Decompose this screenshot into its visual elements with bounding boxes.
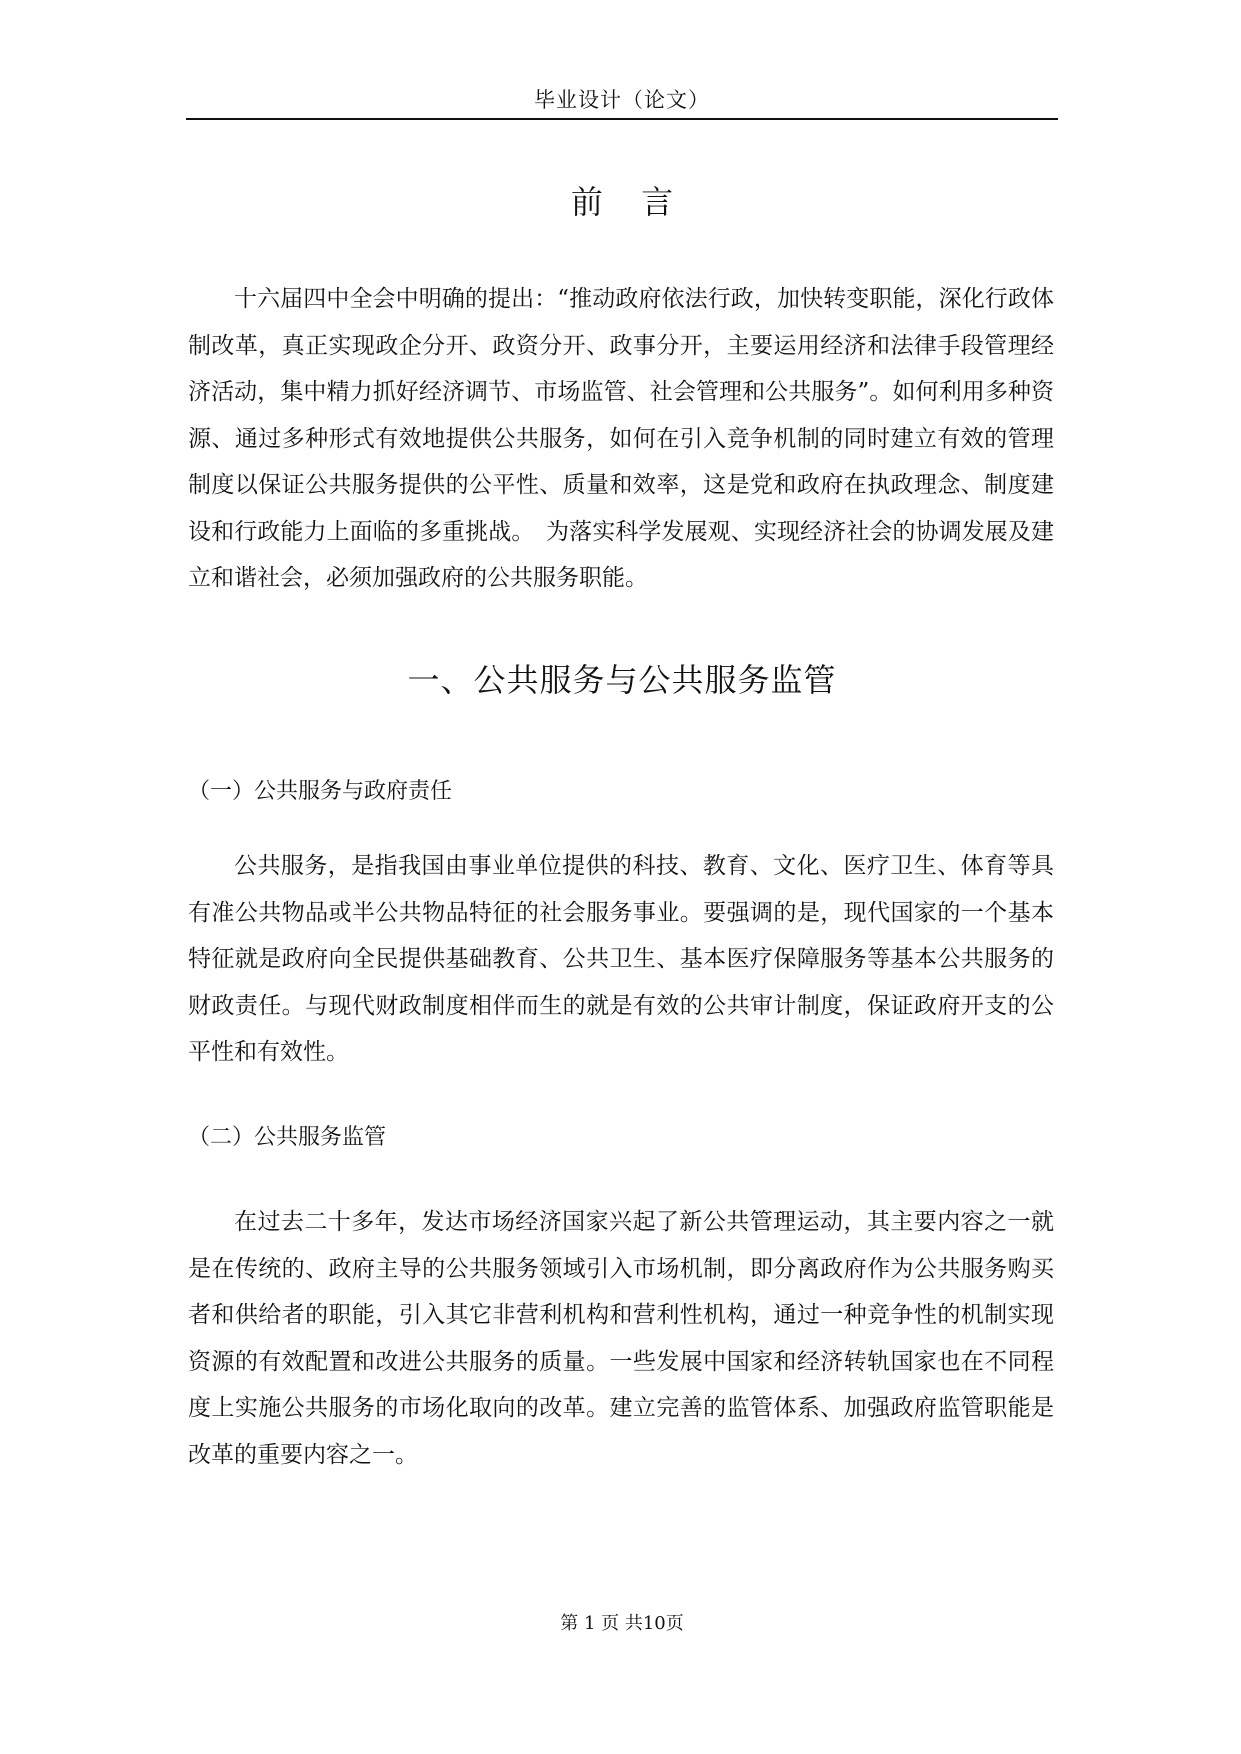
page-footer — [186, 1612, 1058, 1636]
subsection-title: （二）公共服务监管 — [188, 1125, 387, 1150]
subsection-paragraph: 在过去二十多年，发达市场经济国家兴起了新公共管理运动，其主要内容之一就是在传统的、政府主导的公共服务领域引入市场机制，即分离政府作为公共服务购买者和供给者的职能，引入其它非营利机构和营利性机构，通过一种竞争性的机制实现资源的有效配置和改进公共服务的质量。一些发展中国家和经济转轨国家也在不同程度上实施公共服务的市场化取向的改革。建立完善的监管体系、加强政府监管职能是改革的重要内容之一。 — [188, 1209, 1054, 1468]
running-header: 毕业设计（论文） — [534, 88, 710, 112]
page-number-label: 第 1 页 共10页 — [560, 1613, 684, 1634]
subsection-title: （一）公共服务与政府责任 — [188, 779, 453, 804]
section-title: 一、公共服务与公共服务监管 — [407, 661, 837, 699]
subsection-paragraph: 公共服务，是指我国由事业单位提供的科技、教育、文化、医疗卫生、体育等具有准公共物品或半公共物品特征的社会服务事业。要强调的是，现代国家的一个基本特征就是政府向全民提供基础教育、公共卫生、基本医疗保障服务等基本公共服务的财政责任。与现代财政制度相伴而生的就是有效的公共审计制度，保证政府开支的公平性和有效性。 — [188, 853, 1054, 1065]
preface-paragraph: 十六届四中全会中明确的提出：“推动政府依法行政，加快转变职能，深化行政体制改革，真正实现政企分开、政资分开、政事分开，主要运用经济和法律手段管理经济活动，集中精力抓好经济调节、市场监管、社会管理和公共服务”。如何利用多种资源、通过多种形式有效地提供公共服务，如何在引入竞争机制的同时建立有效的管理制度以保证公共服务提供的公平性、质量和效率，这是党和政府在执政理念、制度建设和行政能力上面临的多重挑战。 为落实科学发展观、实现经济社会的协调发展及建立和谐社会，必须加强政府的公共服务职能。 — [188, 286, 1054, 591]
header-rule — [186, 118, 1058, 120]
preface-title: 前 言 — [570, 183, 688, 221]
